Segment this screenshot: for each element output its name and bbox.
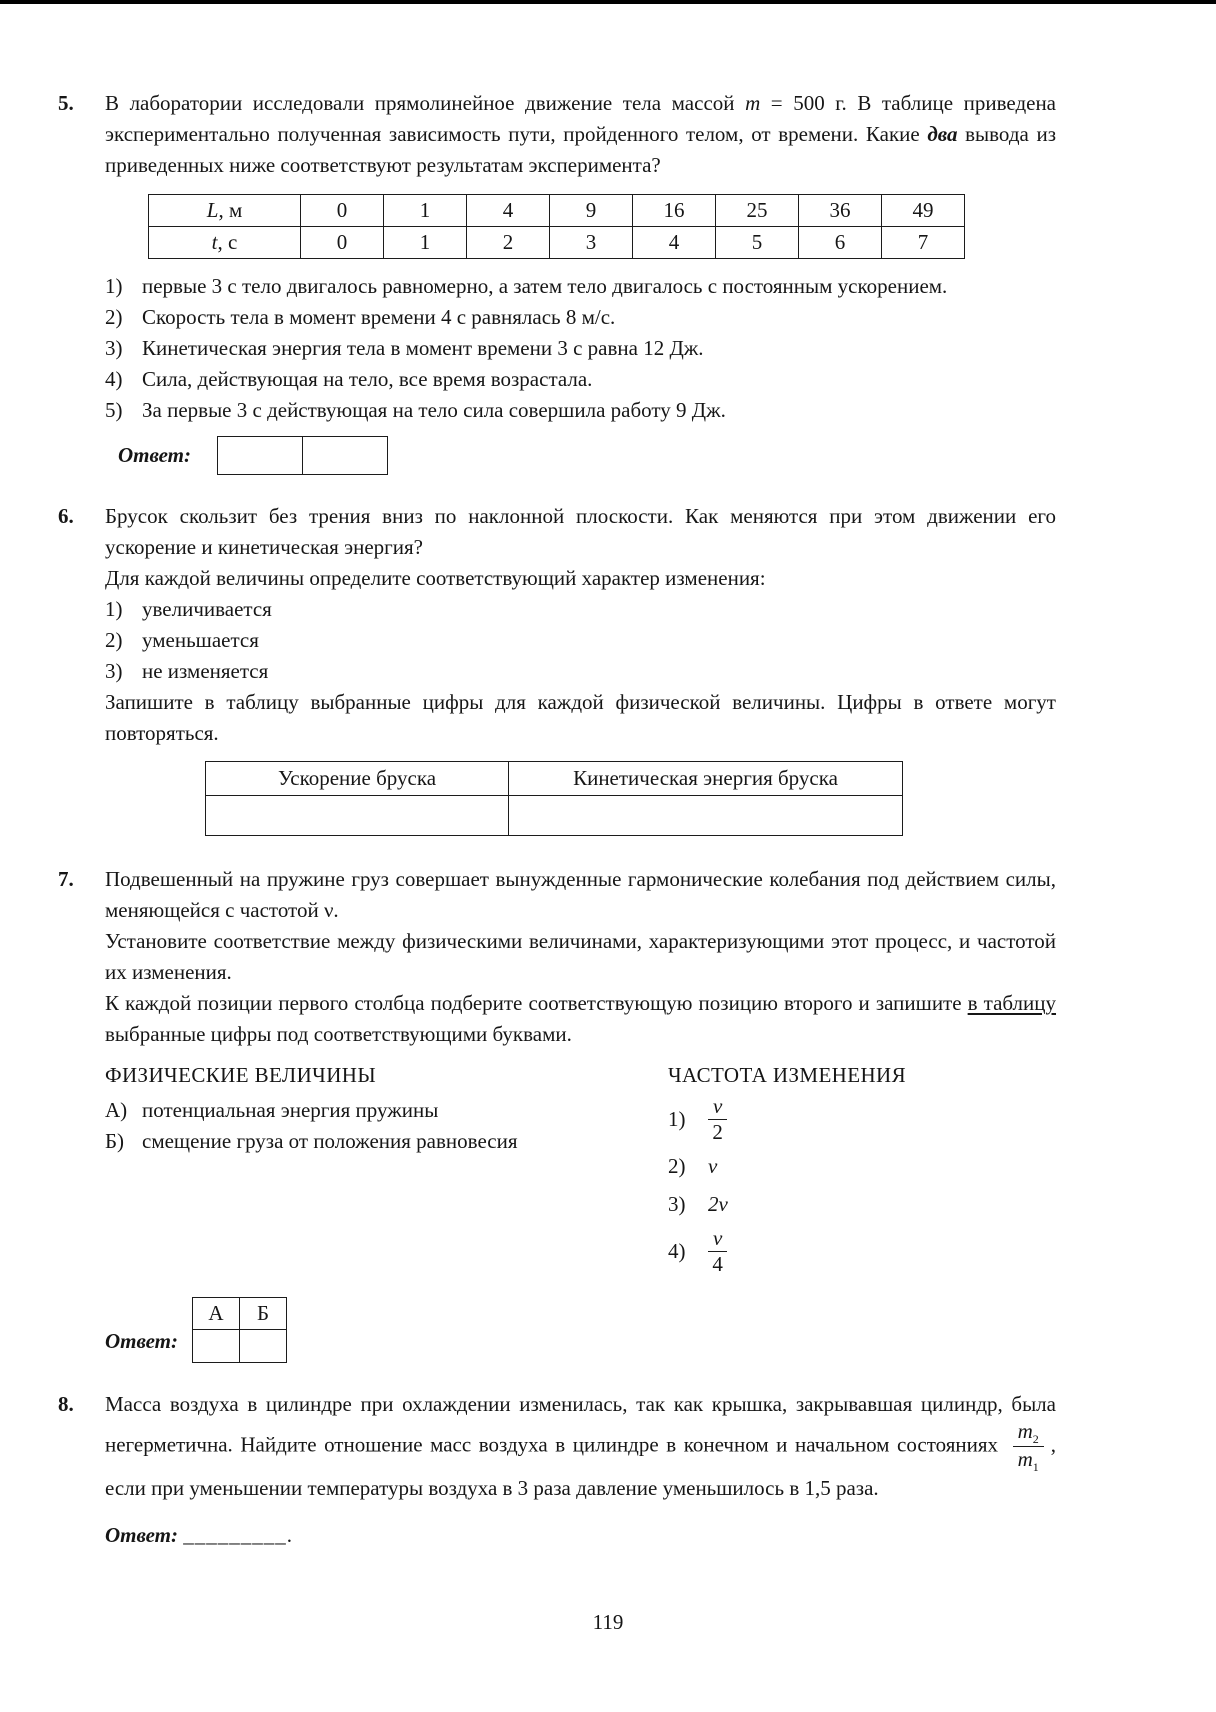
fraction-denominator: $m_1$ xyxy=(1017,1447,1039,1475)
item-number: 1) xyxy=(668,1107,686,1131)
header-cell-B: Б xyxy=(240,1298,287,1330)
table-cell: 0 xyxy=(301,227,384,259)
problem-8 xyxy=(58,1389,1056,1551)
table-cell: 4 xyxy=(633,227,716,259)
text-run: = 500 г. В таблице приведена экспериментально полученная зависимость пути, пройденного телом, от времени. Какие xyxy=(105,91,1057,146)
underlined-phrase: в таблицу xyxy=(967,991,1057,1015)
answer-cell xyxy=(218,437,303,475)
item-letter: А) xyxy=(105,1098,128,1122)
problem-6-instruction: Запишите в таблицу выбранные цифры для каждой физической величины. Цифры в ответе могут повторяться. xyxy=(105,690,1056,745)
table-cell: 0 xyxy=(301,195,384,227)
left-item-B xyxy=(105,1126,668,1157)
scan-edge-artifact xyxy=(0,0,1216,4)
answer-box-header-row xyxy=(193,1298,287,1330)
answer-label: Ответ: xyxy=(105,1523,178,1548)
answer-table-header-row xyxy=(206,762,903,796)
problem-6-body xyxy=(105,501,1056,838)
item-letter: Б) xyxy=(105,1129,125,1153)
answer-cell xyxy=(509,796,903,836)
table-cell: 36 xyxy=(799,195,882,227)
choice-3 xyxy=(105,656,1056,687)
answer-blank: _________. xyxy=(183,1523,293,1548)
option-5 xyxy=(105,395,1056,426)
answer-label: Ответ: xyxy=(118,443,191,467)
option-number: 2) xyxy=(105,305,123,329)
problem-7 xyxy=(58,864,1056,1363)
option-number: 4) xyxy=(105,367,123,391)
option-number: 3) xyxy=(105,336,123,360)
text-run: К каждой позиции первого столбца подберите соответствующую позицию второго и запишите xyxy=(105,991,968,1015)
right-item-3 xyxy=(668,1189,1056,1220)
variable-t: t xyxy=(211,230,218,254)
problem-8-body xyxy=(105,1389,1056,1551)
page-number: 119 xyxy=(592,1610,624,1634)
problem-6 xyxy=(58,501,1056,838)
table-cell: 9 xyxy=(550,195,633,227)
answer-cell xyxy=(240,1330,287,1363)
item-text: смещение груза от положения равновесия xyxy=(142,1129,518,1153)
fraction-numerator: $m_2$ xyxy=(1013,1420,1044,1447)
answer-box-empty-row xyxy=(193,1330,287,1363)
table-cell: 6 xyxy=(799,227,882,259)
problem-5-statement xyxy=(105,88,1056,181)
option-text: Скорость тела в момент времени 4 с равнялась 8 м/с. xyxy=(142,305,616,329)
table-cell: 3 xyxy=(550,227,633,259)
right-item-4 xyxy=(668,1227,1056,1276)
problem-5-body xyxy=(105,88,1056,475)
option-number: 5) xyxy=(105,398,123,422)
table-row-path xyxy=(149,195,965,227)
table-cell: 4 xyxy=(467,195,550,227)
problem-7-task: Установите соответствие между физическими величинами, характеризующими этот процесс, и частотой их изменения. xyxy=(105,929,1056,984)
option-text: Кинетическая энергия тела в момент времени 3 с равна 12 Дж. xyxy=(142,336,704,360)
option-text: Сила, действующая на тело, все время возрастала. xyxy=(142,367,593,391)
left-column-physical-quantities xyxy=(105,1060,668,1283)
problem-7-number: 7. xyxy=(58,867,74,891)
problem-5-number: 5. xyxy=(58,91,74,115)
option-4 xyxy=(105,364,1056,395)
text-run: Масса воздуха в цилиндре при охлаждении изменилась, так как крышка, закрывавшая цилиндр, была негерметична. Найдите отношение масс воздуха в цилиндре в конечном и начальном состояниях xyxy=(105,1392,1056,1457)
text-run: , если при уменьшении температуры воздуха в 3 раза давление уменьшилось в 1,5 раза. xyxy=(105,1432,1056,1501)
table-cell: 1 xyxy=(384,227,467,259)
table-cell: 5 xyxy=(716,227,799,259)
right-column-header: ЧАСТОТА ИЗМЕНЕНИЯ xyxy=(668,1063,907,1087)
problem-5 xyxy=(58,88,1056,475)
column-header-acceleration: Ускорение бруска xyxy=(206,762,509,796)
problem-7-statement: Подвешенный на пружине груз совершает вынужденные гармонические колебания под действием силы, меняющейся с частотой ν. xyxy=(105,867,1056,922)
header-cell-A: А xyxy=(193,1298,240,1330)
right-item-2 xyxy=(668,1151,1056,1182)
text-run: вывода из приведенных ниже соответствуют результатам эксперимента? xyxy=(105,122,1056,177)
item-number: 2) xyxy=(668,1154,686,1178)
unit-m: , м xyxy=(218,198,243,222)
option-number: 1) xyxy=(105,274,123,298)
answer-row xyxy=(105,436,1056,475)
variable-L: L xyxy=(206,198,219,222)
emphasis-two: два xyxy=(927,122,958,146)
left-item-A xyxy=(105,1095,668,1126)
option-text: первые 3 с тело двигалось равномерно, а затем тело двигалось с постоянным ускорением. xyxy=(142,274,948,298)
fraction-numerator: ν xyxy=(708,1227,727,1252)
choices-list xyxy=(105,594,1056,687)
fraction-nu-over-2 xyxy=(708,1095,727,1144)
fraction-nu-over-4 xyxy=(708,1227,727,1276)
choice-number: 2) xyxy=(105,628,123,652)
item-text: потенциальная энергия пружины xyxy=(142,1098,439,1122)
value-nu: ν xyxy=(708,1154,718,1178)
choice-1 xyxy=(105,594,1056,625)
text-run: В лаборатории исследовали прямолинейное движение тела массой xyxy=(105,91,746,115)
problem-6-statement: Брусок скользит без трения вниз по наклонной плоскости. Как меняются при этом движении его ускорение и кинетическая энергия? xyxy=(105,504,1056,559)
item-number: 3) xyxy=(668,1192,686,1216)
variable-m: m xyxy=(745,91,761,115)
table-row-time xyxy=(149,227,965,259)
choice-number: 1) xyxy=(105,597,123,621)
answer-table-empty-row xyxy=(206,796,903,836)
choice-text: уменьшается xyxy=(142,628,259,652)
option-1 xyxy=(105,271,1056,302)
problem-7-body xyxy=(105,864,1056,1363)
fraction-denominator: 2 xyxy=(712,1120,723,1144)
fraction-denominator: 4 xyxy=(712,1252,723,1276)
answer-box-two-cells xyxy=(217,436,388,475)
answer-cell xyxy=(193,1330,240,1363)
problem-8-statement xyxy=(105,1389,1056,1504)
fraction-numerator: ν xyxy=(708,1095,727,1120)
text-run: выбранные цифры под соответствующими буквами. xyxy=(105,1022,572,1046)
right-item-1 xyxy=(668,1095,1056,1144)
choice-2 xyxy=(105,625,1056,656)
table-cell: 25 xyxy=(716,195,799,227)
answer-line xyxy=(105,1520,1056,1551)
value-2nu: 2ν xyxy=(708,1192,728,1216)
table-cell: 1 xyxy=(384,195,467,227)
options-list xyxy=(105,271,1056,426)
column-header-kinetic-energy: Кинетическая энергия бруска xyxy=(509,762,903,796)
experiment-data-table xyxy=(148,194,965,259)
choice-number: 3) xyxy=(105,659,123,683)
problem-6-number: 6. xyxy=(58,504,74,528)
choice-text: увеличивается xyxy=(142,597,272,621)
table-cell: 2 xyxy=(467,227,550,259)
row-label-t xyxy=(149,227,301,259)
problem-7-instruction xyxy=(105,988,1056,1050)
left-column-header: ФИЗИЧЕСКИЕ ВЕЛИЧИНЫ xyxy=(105,1063,377,1087)
matching-columns xyxy=(105,1060,1056,1283)
fraction-m2-over-m1 xyxy=(1013,1420,1044,1473)
option-text: За первые 3 с действующая на тело сила совершила работу 9 Дж. xyxy=(142,398,726,422)
choice-text: не изменяется xyxy=(142,659,269,683)
table-cell: 7 xyxy=(882,227,965,259)
row-label-L xyxy=(149,195,301,227)
item-number: 4) xyxy=(668,1239,686,1263)
unit-s: , с xyxy=(217,230,238,254)
answer-box-row xyxy=(218,437,388,475)
problem-6-prompt: Для каждой величины определите соответствующий характер изменения: xyxy=(105,566,766,590)
table-cell: 49 xyxy=(882,195,965,227)
answer-table-two-columns xyxy=(205,761,903,836)
answer-row xyxy=(105,1297,1056,1363)
answer-cell xyxy=(303,437,388,475)
answer-cell xyxy=(206,796,509,836)
right-column-frequencies xyxy=(668,1060,1056,1283)
problem-8-number: 8. xyxy=(58,1392,74,1416)
answer-label: Ответ: xyxy=(105,1329,178,1353)
answer-box-AB xyxy=(192,1297,287,1363)
option-2 xyxy=(105,302,1056,333)
table-cell: 16 xyxy=(633,195,716,227)
option-3 xyxy=(105,333,1056,364)
